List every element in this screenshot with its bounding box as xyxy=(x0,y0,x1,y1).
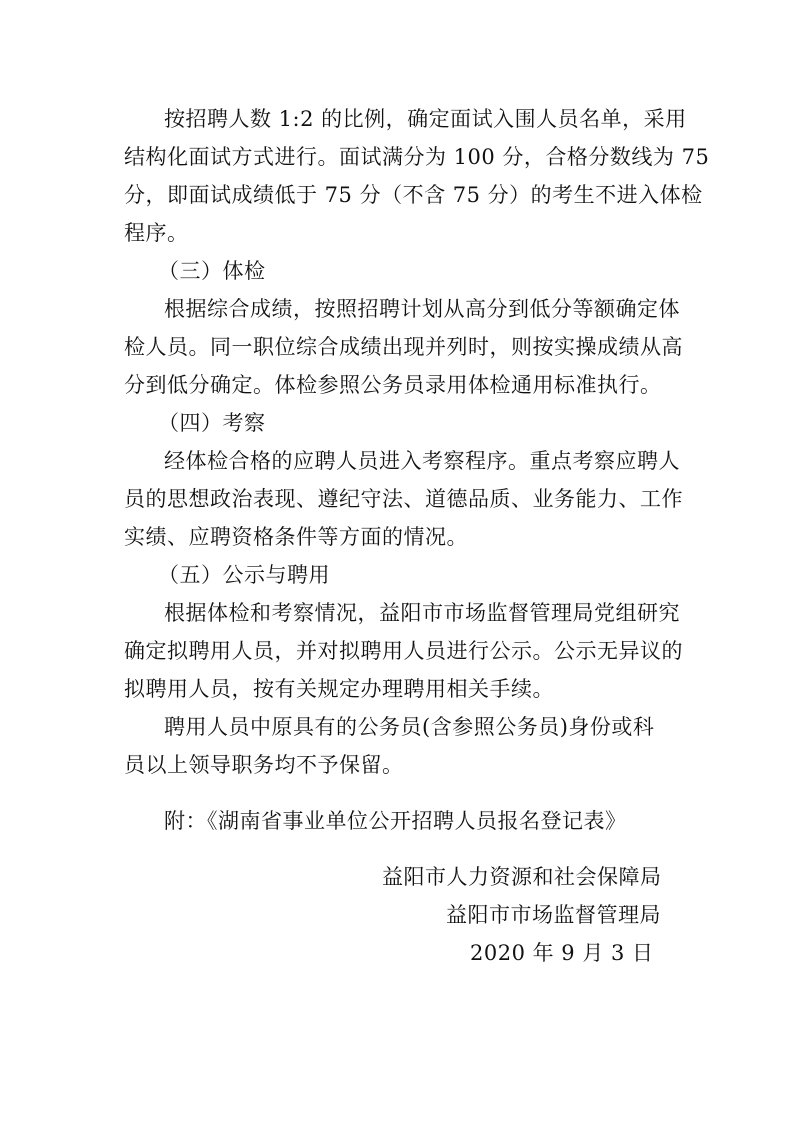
section-heading: （四）考察 xyxy=(158,411,266,435)
signature-date: 2020 年 9 月 3 日 xyxy=(470,941,654,965)
paragraph-line: 分，即面试成绩低于 75 分（不含 75 分）的考生不进入体检 xyxy=(124,183,703,207)
paragraph-line: 聘用人员中原具有的公务员(含参照公务员)身份或科 xyxy=(164,715,655,739)
section-heading: （三）体检 xyxy=(158,259,266,283)
signature-org-market: 益阳市市场监督管理局 xyxy=(446,903,661,927)
paragraph-line: 拟聘用人员，按有关规定办理聘用相关手续。 xyxy=(124,677,554,701)
paragraph-line: 根据综合成绩，按照招聘计划从高分到低分等额确定体 xyxy=(164,297,680,321)
paragraph-line: 经体检合格的应聘人员进入考察程序。重点考察应聘人 xyxy=(164,449,680,473)
paragraph-line: 分到低分确定。体检参照公务员录用体检通用标准执行。 xyxy=(124,373,662,397)
paragraph-line: 按招聘人数 1:2 的比例，确定面试入围人员名单，采用 xyxy=(164,107,687,131)
paragraph-line: 结构化面试方式进行。面试满分为 100 分，合格分数线为 75 xyxy=(124,145,710,169)
paragraph-line: 程序。 xyxy=(124,221,189,245)
paragraph-line: 员的思想政治表现、遵纪守法、道德品质、业务能力、工作 xyxy=(124,487,683,511)
attachment-note: 附：《湖南省事业单位公开招聘人员报名登记表》 xyxy=(164,809,627,833)
paragraph-line: 实绩、应聘资格条件等方面的情况。 xyxy=(124,525,468,549)
section-heading: （五）公示与聘用 xyxy=(158,563,330,587)
paragraph-line: 检人员。同一职位综合成绩出现并列时，则按实操成绩从高 xyxy=(124,335,683,359)
paragraph-line: 确定拟聘用人员，并对拟聘用人员进行公示。公示无异议的 xyxy=(124,639,683,663)
signature-org-hr: 益阳市人力资源和社会保障局 xyxy=(382,865,662,889)
paragraph-line: 员以上领导职务均不予保留。 xyxy=(124,753,404,777)
paragraph-line: 根据体检和考察情况，益阳市市场监督管理局党组研究 xyxy=(164,601,680,625)
